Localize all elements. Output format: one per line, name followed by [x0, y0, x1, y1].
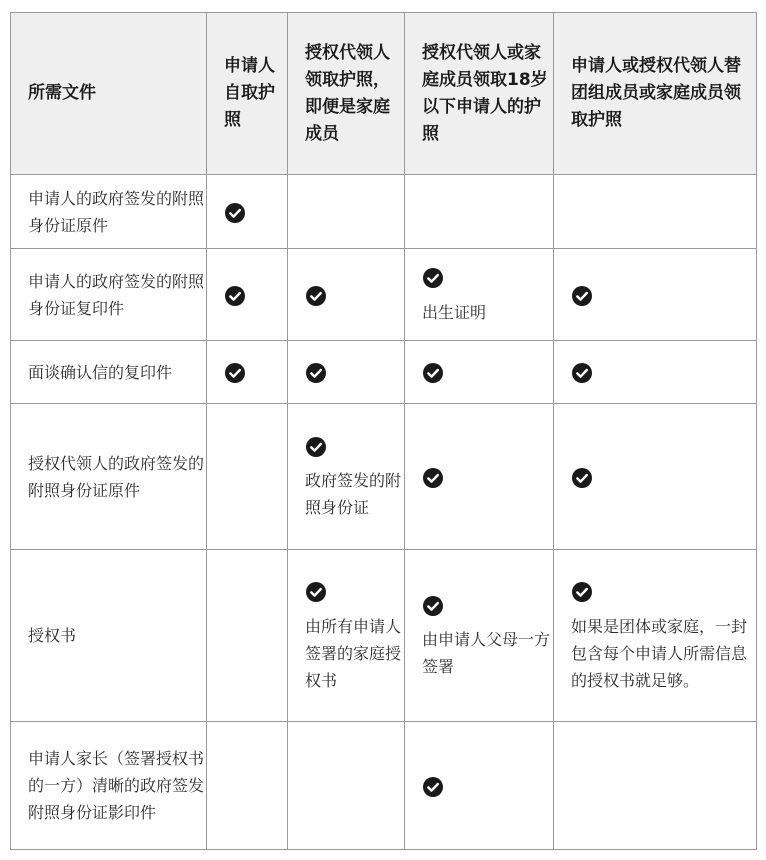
empty-cell: [554, 175, 757, 249]
table-header-row: [11, 13, 757, 175]
table-row: [11, 341, 757, 404]
check-cell: [288, 249, 405, 341]
check-cell: [207, 341, 288, 404]
check-circle-icon: [305, 285, 327, 307]
empty-cell: [288, 722, 405, 850]
check-circle-icon: [422, 776, 444, 798]
empty-cell: [207, 550, 288, 722]
cell-note: 由申请人父母一方签署: [422, 630, 551, 676]
check-circle-icon: [422, 362, 444, 384]
documents-table: [10, 12, 757, 850]
check-circle-icon: [571, 581, 593, 603]
check-cell: [405, 341, 554, 404]
doc-cell: 申请人的政府签发的附照身份证原件: [11, 175, 207, 249]
check-cell: [207, 175, 288, 249]
check-circle-icon: [422, 467, 444, 489]
empty-cell: [554, 722, 757, 850]
check-circle-icon: [305, 581, 327, 603]
table-row: [11, 249, 757, 341]
doc-cell: 申请人家长（签署授权书的一方）清晰的政府签发附照身份证影印件: [11, 722, 207, 850]
header-minor-pickup: 授权代领人或家庭成员领取18岁以下申请人的护照: [405, 13, 554, 175]
check-circle-icon: [224, 202, 246, 224]
check-circle-icon: [422, 595, 444, 617]
check-circle-icon: [224, 285, 246, 307]
header-group-pickup: 申请人或授权代领人替团组成员或家庭成员领取护照: [554, 13, 757, 175]
check-cell: [554, 404, 757, 550]
check-circle-icon: [422, 267, 444, 289]
header-self-pickup: 申请人自取护照: [207, 13, 288, 175]
cell-note: 政府签发的附照身份证: [305, 471, 402, 517]
header-required-documents: 所需文件: [11, 13, 207, 175]
check-cell: [554, 550, 757, 722]
check-circle-icon: [571, 467, 593, 489]
table-row: [11, 722, 757, 850]
check-cell: [405, 550, 554, 722]
doc-cell: 申请人的政府签发的附照身份证复印件: [11, 249, 207, 341]
cell-note: 如果是团体或家庭，一封包含每个申请人所需信息的授权书就足够。: [571, 616, 748, 690]
table-row: [11, 175, 757, 249]
check-circle-icon: [224, 362, 246, 384]
empty-cell: [207, 404, 288, 550]
check-cell: [405, 722, 554, 850]
check-circle-icon: [305, 436, 327, 458]
cell-note: 由所有申请人签署的家庭授权书: [305, 616, 402, 690]
doc-cell: 面谈确认信的复印件: [11, 341, 207, 404]
empty-cell: [405, 175, 554, 249]
doc-cell: 授权代领人的政府签发的附照身份证原件: [11, 404, 207, 550]
empty-cell: [288, 175, 405, 249]
empty-cell: [207, 722, 288, 850]
check-cell: [288, 550, 405, 722]
check-circle-icon: [305, 362, 327, 384]
check-cell: [405, 404, 554, 550]
check-cell: [554, 341, 757, 404]
check-cell: [288, 341, 405, 404]
check-circle-icon: [571, 362, 593, 384]
check-circle-icon: [571, 285, 593, 307]
check-cell: [207, 249, 288, 341]
header-authorized-agent: 授权代领人领取护照，即便是家庭成员: [288, 13, 405, 175]
check-cell: [288, 404, 405, 550]
doc-cell: 授权书: [11, 550, 207, 722]
cell-note: 出生证明: [422, 302, 487, 322]
table-row: [11, 404, 757, 550]
check-cell: [405, 249, 554, 341]
table-row: [11, 550, 757, 722]
check-cell: [554, 249, 757, 341]
